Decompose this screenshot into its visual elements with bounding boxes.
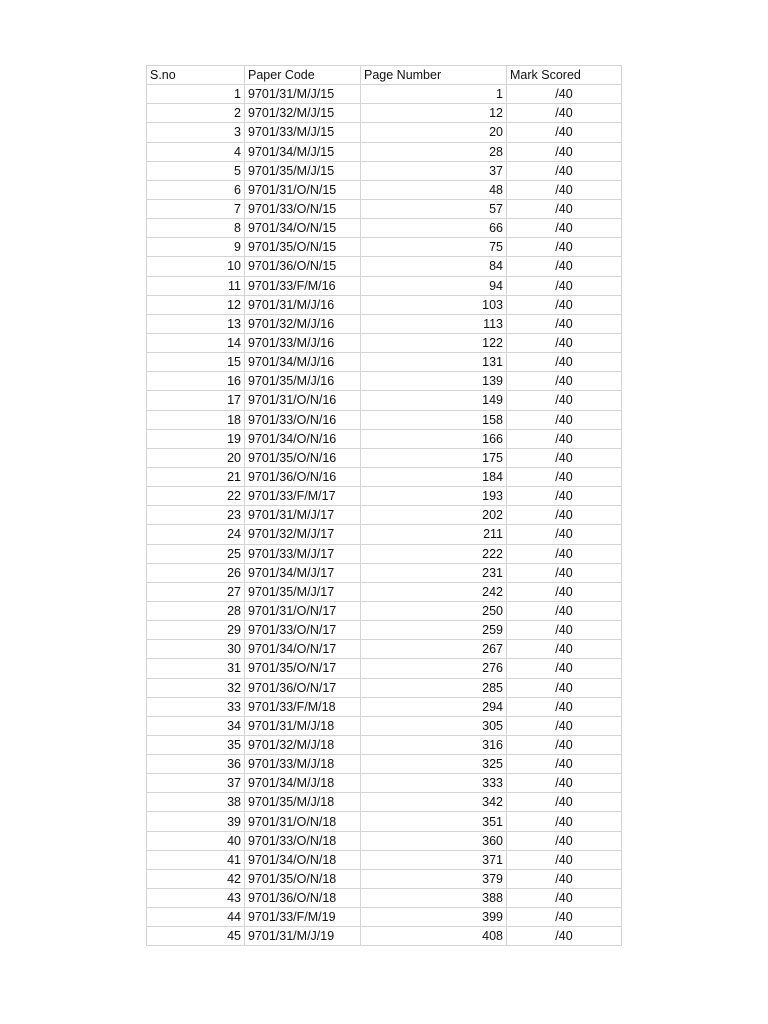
cell-sno: 14 — [147, 333, 245, 352]
cell-sno: 9 — [147, 238, 245, 257]
table-row — [147, 199, 622, 218]
cell-paper-code: 9701/31/M/J/17 — [245, 506, 361, 525]
cell-paper-code: 9701/33/O/N/15 — [245, 199, 361, 218]
cell-paper-code: 9701/36/O/N/15 — [245, 257, 361, 276]
table-row — [147, 257, 622, 276]
cell-paper-code: 9701/33/F/M/16 — [245, 276, 361, 295]
cell-page-number: 75 — [361, 238, 507, 257]
table-body — [147, 85, 622, 946]
table-row — [147, 927, 622, 946]
cell-paper-code: 9701/32/M/J/17 — [245, 525, 361, 544]
cell-paper-code: 9701/33/M/J/15 — [245, 123, 361, 142]
cell-mark-scored: /40 — [507, 544, 622, 563]
cell-sno: 7 — [147, 199, 245, 218]
cell-sno: 22 — [147, 487, 245, 506]
cell-page-number: 37 — [361, 161, 507, 180]
cell-page-number: 20 — [361, 123, 507, 142]
cell-mark-scored: /40 — [507, 563, 622, 582]
cell-sno: 24 — [147, 525, 245, 544]
cell-page-number: 149 — [361, 391, 507, 410]
table-row — [147, 850, 622, 869]
cell-mark-scored: /40 — [507, 506, 622, 525]
cell-sno: 37 — [147, 774, 245, 793]
cell-mark-scored: /40 — [507, 889, 622, 908]
table-row — [147, 678, 622, 697]
cell-paper-code: 9701/34/O/N/15 — [245, 219, 361, 238]
cell-paper-code: 9701/31/O/N/16 — [245, 391, 361, 410]
cell-page-number: 222 — [361, 544, 507, 563]
cell-page-number: 371 — [361, 850, 507, 869]
cell-paper-code: 9701/34/M/J/16 — [245, 353, 361, 372]
table-row — [147, 104, 622, 123]
table-row — [147, 869, 622, 888]
cell-mark-scored: /40 — [507, 295, 622, 314]
cell-page-number: 342 — [361, 793, 507, 812]
cell-paper-code: 9701/35/O/N/15 — [245, 238, 361, 257]
cell-mark-scored: /40 — [507, 659, 622, 678]
cell-sno: 3 — [147, 123, 245, 142]
cell-mark-scored: /40 — [507, 831, 622, 850]
cell-mark-scored: /40 — [507, 716, 622, 735]
table-row — [147, 889, 622, 908]
cell-paper-code: 9701/34/O/N/17 — [245, 640, 361, 659]
cell-paper-code: 9701/33/O/N/16 — [245, 410, 361, 429]
cell-paper-code: 9701/36/O/N/16 — [245, 467, 361, 486]
table-row — [147, 429, 622, 448]
cell-page-number: 103 — [361, 295, 507, 314]
cell-paper-code: 9701/32/M/J/18 — [245, 735, 361, 754]
cell-paper-code: 9701/33/O/N/17 — [245, 621, 361, 640]
cell-sno: 33 — [147, 697, 245, 716]
table-row — [147, 333, 622, 352]
cell-mark-scored: /40 — [507, 353, 622, 372]
cell-paper-code: 9701/34/O/N/18 — [245, 850, 361, 869]
cell-mark-scored: /40 — [507, 276, 622, 295]
cell-mark-scored: /40 — [507, 621, 622, 640]
cell-sno: 35 — [147, 735, 245, 754]
cell-sno: 32 — [147, 678, 245, 697]
cell-page-number: 285 — [361, 678, 507, 697]
cell-sno: 26 — [147, 563, 245, 582]
cell-paper-code: 9701/31/M/J/16 — [245, 295, 361, 314]
cell-page-number: 84 — [361, 257, 507, 276]
cell-paper-code: 9701/33/F/M/19 — [245, 908, 361, 927]
cell-paper-code: 9701/35/O/N/17 — [245, 659, 361, 678]
cell-mark-scored: /40 — [507, 219, 622, 238]
cell-page-number: 408 — [361, 927, 507, 946]
cell-sno: 10 — [147, 257, 245, 276]
cell-mark-scored: /40 — [507, 908, 622, 927]
cell-page-number: 202 — [361, 506, 507, 525]
cell-sno: 5 — [147, 161, 245, 180]
cell-mark-scored: /40 — [507, 487, 622, 506]
cell-mark-scored: /40 — [507, 697, 622, 716]
cell-mark-scored: /40 — [507, 391, 622, 410]
cell-sno: 44 — [147, 908, 245, 927]
cell-page-number: 94 — [361, 276, 507, 295]
table-row — [147, 774, 622, 793]
cell-mark-scored: /40 — [507, 257, 622, 276]
cell-paper-code: 9701/33/O/N/18 — [245, 831, 361, 850]
cell-paper-code: 9701/35/M/J/15 — [245, 161, 361, 180]
cell-page-number: 166 — [361, 429, 507, 448]
cell-mark-scored: /40 — [507, 448, 622, 467]
table-row — [147, 601, 622, 620]
cell-paper-code: 9701/32/M/J/15 — [245, 104, 361, 123]
cell-sno: 25 — [147, 544, 245, 563]
header-page-number: Page Number — [361, 66, 507, 85]
cell-mark-scored: /40 — [507, 410, 622, 429]
cell-mark-scored: /40 — [507, 812, 622, 831]
cell-sno: 38 — [147, 793, 245, 812]
table-row — [147, 448, 622, 467]
cell-sno: 43 — [147, 889, 245, 908]
cell-mark-scored: /40 — [507, 850, 622, 869]
cell-page-number: 231 — [361, 563, 507, 582]
cell-page-number: 1 — [361, 85, 507, 104]
cell-paper-code: 9701/35/O/N/16 — [245, 448, 361, 467]
header-sno: S.no — [147, 66, 245, 85]
table-row — [147, 180, 622, 199]
table-row — [147, 467, 622, 486]
table-row — [147, 410, 622, 429]
cell-paper-code: 9701/33/M/J/16 — [245, 333, 361, 352]
cell-page-number: 267 — [361, 640, 507, 659]
cell-page-number: 175 — [361, 448, 507, 467]
table-row — [147, 563, 622, 582]
table-row — [147, 621, 622, 640]
cell-page-number: 66 — [361, 219, 507, 238]
cell-mark-scored: /40 — [507, 104, 622, 123]
cell-page-number: 399 — [361, 908, 507, 927]
cell-sno: 16 — [147, 372, 245, 391]
cell-page-number: 388 — [361, 889, 507, 908]
cell-mark-scored: /40 — [507, 735, 622, 754]
cell-page-number: 12 — [361, 104, 507, 123]
cell-mark-scored: /40 — [507, 601, 622, 620]
table-row — [147, 353, 622, 372]
cell-page-number: 57 — [361, 199, 507, 218]
cell-page-number: 139 — [361, 372, 507, 391]
cell-mark-scored: /40 — [507, 180, 622, 199]
cell-sno: 30 — [147, 640, 245, 659]
cell-sno: 11 — [147, 276, 245, 295]
cell-page-number: 250 — [361, 601, 507, 620]
cell-paper-code: 9701/31/M/J/15 — [245, 85, 361, 104]
cell-page-number: 379 — [361, 869, 507, 888]
cell-mark-scored: /40 — [507, 793, 622, 812]
cell-sno: 41 — [147, 850, 245, 869]
cell-page-number: 184 — [361, 467, 507, 486]
cell-page-number: 294 — [361, 697, 507, 716]
cell-page-number: 360 — [361, 831, 507, 850]
cell-page-number: 158 — [361, 410, 507, 429]
header-mark-scored: Mark Scored — [507, 66, 622, 85]
cell-mark-scored: /40 — [507, 678, 622, 697]
cell-page-number: 276 — [361, 659, 507, 678]
table-row — [147, 238, 622, 257]
cell-page-number: 325 — [361, 755, 507, 774]
cell-paper-code: 9701/35/O/N/18 — [245, 869, 361, 888]
table-row — [147, 735, 622, 754]
cell-page-number: 122 — [361, 333, 507, 352]
table-row — [147, 372, 622, 391]
table-row — [147, 295, 622, 314]
cell-paper-code: 9701/36/O/N/18 — [245, 889, 361, 908]
cell-paper-code: 9701/35/M/J/16 — [245, 372, 361, 391]
cell-mark-scored: /40 — [507, 774, 622, 793]
cell-mark-scored: /40 — [507, 640, 622, 659]
cell-paper-code: 9701/34/M/J/15 — [245, 142, 361, 161]
table-row — [147, 793, 622, 812]
table-row — [147, 525, 622, 544]
cell-sno: 1 — [147, 85, 245, 104]
cell-mark-scored: /40 — [507, 314, 622, 333]
cell-paper-code: 9701/31/O/N/18 — [245, 812, 361, 831]
table-row — [147, 544, 622, 563]
cell-mark-scored: /40 — [507, 199, 622, 218]
table-row — [147, 831, 622, 850]
cell-sno: 36 — [147, 755, 245, 774]
table-row — [147, 391, 622, 410]
cell-mark-scored: /40 — [507, 755, 622, 774]
cell-sno: 31 — [147, 659, 245, 678]
cell-sno: 23 — [147, 506, 245, 525]
cell-sno: 15 — [147, 353, 245, 372]
cell-paper-code: 9701/34/O/N/16 — [245, 429, 361, 448]
cell-mark-scored: /40 — [507, 372, 622, 391]
cell-sno: 8 — [147, 219, 245, 238]
cell-page-number: 211 — [361, 525, 507, 544]
cell-mark-scored: /40 — [507, 161, 622, 180]
cell-sno: 45 — [147, 927, 245, 946]
table-row — [147, 276, 622, 295]
table-row — [147, 908, 622, 927]
cell-mark-scored: /40 — [507, 333, 622, 352]
cell-paper-code: 9701/35/M/J/17 — [245, 582, 361, 601]
cell-paper-code: 9701/31/O/N/17 — [245, 601, 361, 620]
cell-page-number: 333 — [361, 774, 507, 793]
cell-paper-code: 9701/33/F/M/17 — [245, 487, 361, 506]
cell-mark-scored: /40 — [507, 238, 622, 257]
cell-sno: 42 — [147, 869, 245, 888]
cell-sno: 34 — [147, 716, 245, 735]
cell-paper-code: 9701/31/M/J/19 — [245, 927, 361, 946]
cell-sno: 40 — [147, 831, 245, 850]
cell-sno: 21 — [147, 467, 245, 486]
table-row — [147, 161, 622, 180]
cell-page-number: 131 — [361, 353, 507, 372]
cell-sno: 12 — [147, 295, 245, 314]
table-row — [147, 142, 622, 161]
table-row — [147, 582, 622, 601]
cell-mark-scored: /40 — [507, 869, 622, 888]
cell-page-number: 316 — [361, 735, 507, 754]
cell-sno: 28 — [147, 601, 245, 620]
cell-paper-code: 9701/36/O/N/17 — [245, 678, 361, 697]
cell-mark-scored: /40 — [507, 85, 622, 104]
cell-mark-scored: /40 — [507, 142, 622, 161]
cell-paper-code: 9701/35/M/J/18 — [245, 793, 361, 812]
cell-sno: 29 — [147, 621, 245, 640]
cell-page-number: 193 — [361, 487, 507, 506]
cell-page-number: 48 — [361, 180, 507, 199]
paper-index-table — [146, 65, 622, 946]
cell-paper-code: 9701/31/M/J/18 — [245, 716, 361, 735]
cell-mark-scored: /40 — [507, 582, 622, 601]
header-paper-code: Paper Code — [245, 66, 361, 85]
cell-paper-code: 9701/34/M/J/17 — [245, 563, 361, 582]
cell-page-number: 113 — [361, 314, 507, 333]
cell-sno: 19 — [147, 429, 245, 448]
cell-page-number: 242 — [361, 582, 507, 601]
cell-page-number: 259 — [361, 621, 507, 640]
table-row — [147, 755, 622, 774]
cell-sno: 4 — [147, 142, 245, 161]
table-row — [147, 716, 622, 735]
cell-sno: 27 — [147, 582, 245, 601]
cell-page-number: 351 — [361, 812, 507, 831]
cell-page-number: 28 — [361, 142, 507, 161]
table-row — [147, 123, 622, 142]
cell-sno: 18 — [147, 410, 245, 429]
cell-paper-code: 9701/32/M/J/16 — [245, 314, 361, 333]
cell-mark-scored: /40 — [507, 123, 622, 142]
cell-sno: 6 — [147, 180, 245, 199]
cell-mark-scored: /40 — [507, 429, 622, 448]
cell-sno: 17 — [147, 391, 245, 410]
table-row — [147, 697, 622, 716]
cell-paper-code: 9701/33/M/J/17 — [245, 544, 361, 563]
cell-paper-code: 9701/34/M/J/18 — [245, 774, 361, 793]
table-row — [147, 506, 622, 525]
table-row — [147, 85, 622, 104]
table-header-row — [147, 66, 622, 85]
cell-page-number: 305 — [361, 716, 507, 735]
table-row — [147, 314, 622, 333]
cell-sno: 39 — [147, 812, 245, 831]
cell-sno: 20 — [147, 448, 245, 467]
table-row — [147, 659, 622, 678]
table-row — [147, 487, 622, 506]
cell-mark-scored: /40 — [507, 525, 622, 544]
cell-sno: 13 — [147, 314, 245, 333]
spreadsheet-table-container — [146, 65, 622, 946]
cell-sno: 2 — [147, 104, 245, 123]
cell-mark-scored: /40 — [507, 467, 622, 486]
table-row — [147, 812, 622, 831]
cell-paper-code: 9701/33/F/M/18 — [245, 697, 361, 716]
cell-mark-scored: /40 — [507, 927, 622, 946]
cell-paper-code: 9701/31/O/N/15 — [245, 180, 361, 199]
cell-paper-code: 9701/33/M/J/18 — [245, 755, 361, 774]
table-row — [147, 640, 622, 659]
table-row — [147, 219, 622, 238]
